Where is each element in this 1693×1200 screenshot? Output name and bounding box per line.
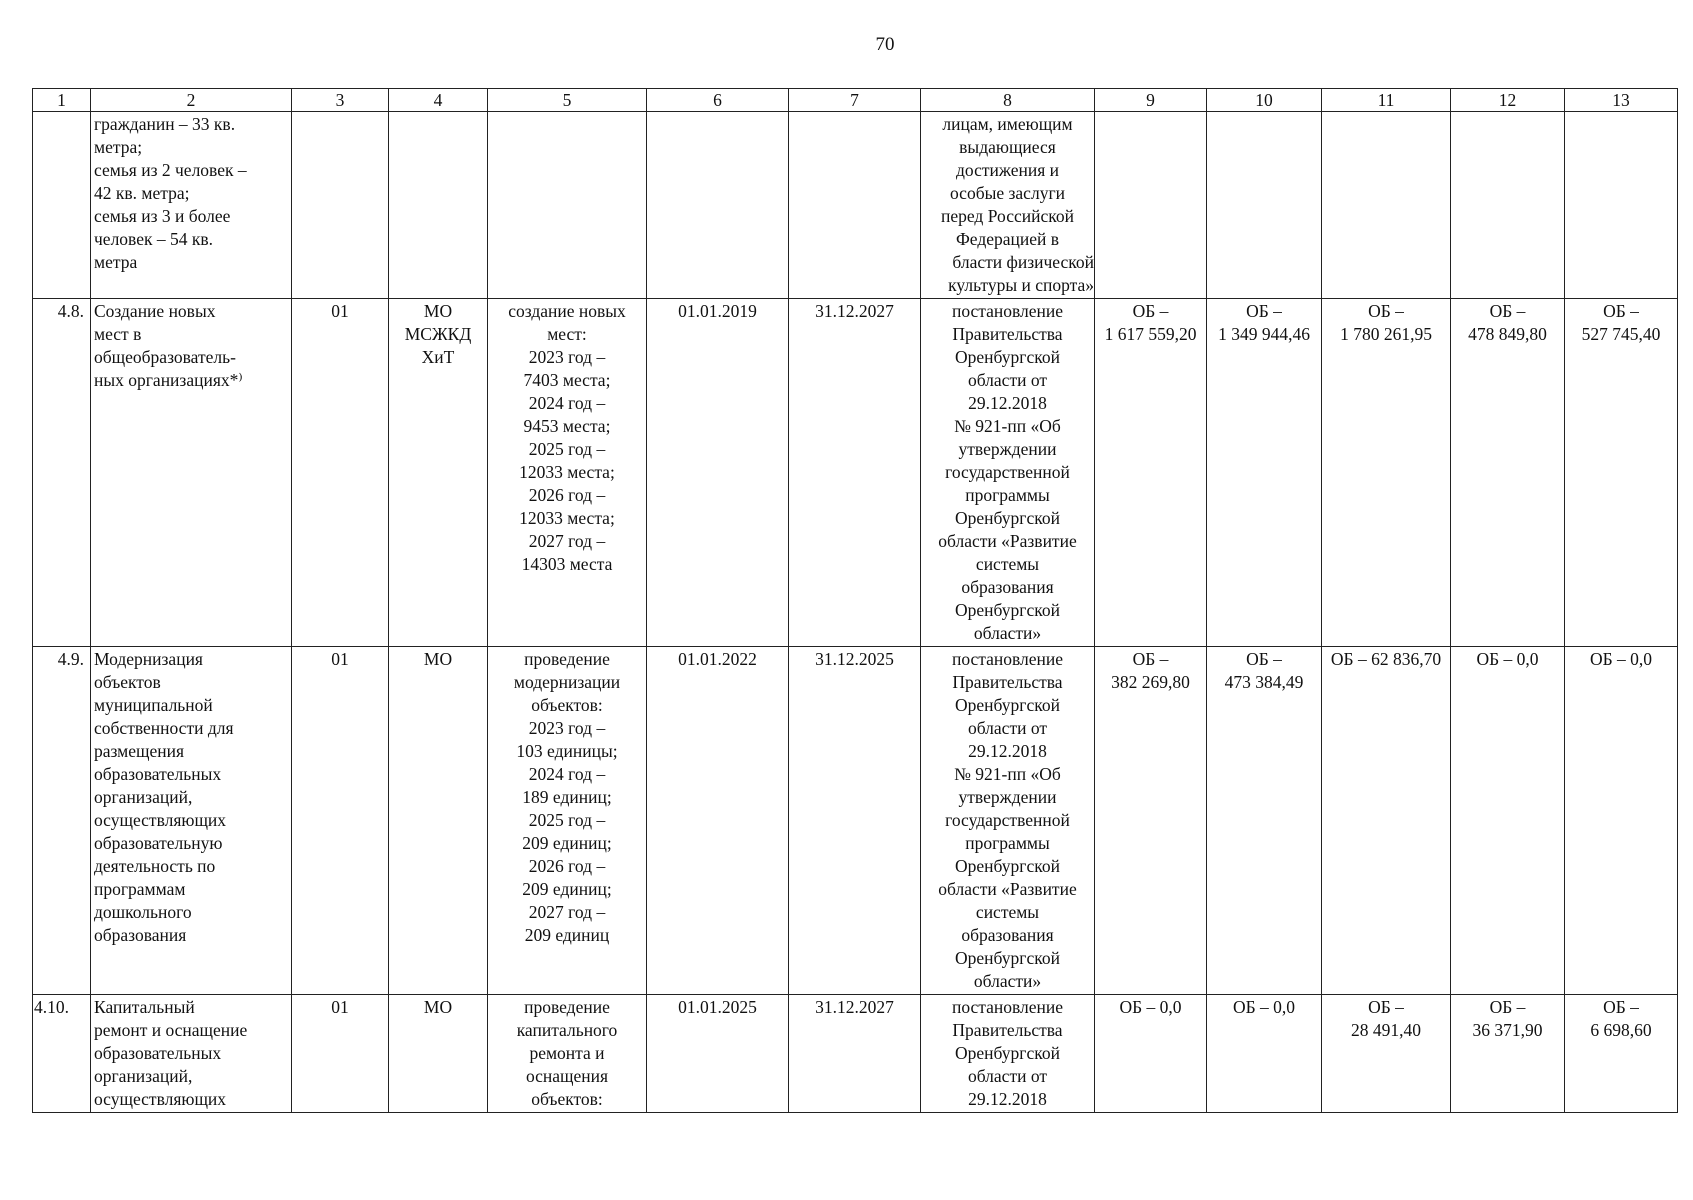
column-header: 3	[292, 89, 389, 112]
funding-col-9: ОБ – 382 269,80	[1095, 647, 1207, 995]
column-header: 12	[1451, 89, 1565, 112]
column-header: 6	[647, 89, 789, 112]
activity-name: гражданин – 33 кв. метра; семья из 2 человек – 42 кв. метра; семья из 3 и более человек – 54 кв. метра	[91, 112, 292, 299]
result-cell	[488, 112, 647, 299]
column-header: 11	[1322, 89, 1451, 112]
table-row	[33, 299, 1678, 647]
result-cell: проведение капитального ремонта и оснащения объектов:	[488, 995, 647, 1113]
funding-col-13	[1565, 112, 1678, 299]
column-header: 7	[789, 89, 921, 112]
basis-cell: постановление Правительства Оренбургской области от 29.12.2018 № 921-пп «Об утверждении государственной программы Оренбургской области «Развитие системы образования Оренбургской области»	[921, 647, 1095, 995]
executor-cell: МО	[389, 995, 488, 1113]
basis-cell: постановление Правительства Оренбургской области от 29.12.2018	[921, 995, 1095, 1113]
column-header: 9	[1095, 89, 1207, 112]
funding-col-10	[1207, 112, 1322, 299]
funding-col-12: ОБ – 36 371,90	[1451, 995, 1565, 1113]
funding-col-9: ОБ – 0,0	[1095, 995, 1207, 1113]
page-number: 70	[875, 34, 895, 55]
end-date	[789, 112, 921, 299]
funding-col-10: ОБ – 1 349 944,46	[1207, 299, 1322, 647]
funding-col-10: ОБ – 0,0	[1207, 995, 1322, 1113]
activity-name: Создание новых мест в общеобразователь- ных организациях*⁾	[91, 299, 292, 647]
funding-col-13: ОБ – 0,0	[1565, 647, 1678, 995]
table-row	[33, 995, 1678, 1113]
row-number: 4.9.	[33, 647, 91, 995]
column-number-row	[33, 89, 1678, 112]
table-row	[33, 112, 1678, 299]
end-date: 31.12.2025	[789, 647, 921, 995]
result-cell: проведение модернизации объектов: 2023 год – 103 единицы; 2024 год – 189 единиц; 2025 год – 209 единиц; 2026 год – 209 единиц; 2027 год – 209 единиц	[488, 647, 647, 995]
activity-name: Модернизация объектов муниципальной собственности для размещения образовательных организаций, осуществляющих образовательную деятельность по программам дошкольного образования	[91, 647, 292, 995]
funding-col-10: ОБ – 473 384,49	[1207, 647, 1322, 995]
code-cell: 01	[292, 299, 389, 647]
program-activities-table	[32, 88, 1678, 1113]
funding-col-9	[1095, 112, 1207, 299]
funding-col-12	[1451, 112, 1565, 299]
activity-name: Капитальный ремонт и оснащение образовательных организаций, осуществляющих	[91, 995, 292, 1113]
row-number	[33, 112, 91, 299]
code-cell: 01	[292, 647, 389, 995]
funding-col-12: ОБ – 478 849,80	[1451, 299, 1565, 647]
funding-col-11	[1322, 112, 1451, 299]
funding-col-13: ОБ – 527 745,40	[1565, 299, 1678, 647]
funding-col-12: ОБ – 0,0	[1451, 647, 1565, 995]
column-header: 1	[33, 89, 91, 112]
basis-cell: постановление Правительства Оренбургской области от 29.12.2018 № 921-пп «Об утверждении государственной программы Оренбургской области «Развитие системы образования Оренбургской области»	[921, 299, 1095, 647]
start-date: 01.01.2019	[647, 299, 789, 647]
start-date: 01.01.2022	[647, 647, 789, 995]
column-header: 2	[91, 89, 292, 112]
funding-col-11: ОБ – 1 780 261,95	[1322, 299, 1451, 647]
start-date: 01.01.2025	[647, 995, 789, 1113]
start-date	[647, 112, 789, 299]
row-number: 4.10.	[33, 995, 91, 1113]
funding-col-9: ОБ – 1 617 559,20	[1095, 299, 1207, 647]
column-header: 5	[488, 89, 647, 112]
row-number: 4.8.	[33, 299, 91, 647]
executor-cell: МО МСЖКД ХиТ	[389, 299, 488, 647]
executor-cell: МО	[389, 647, 488, 995]
executor-cell	[389, 112, 488, 299]
column-header: 10	[1207, 89, 1322, 112]
table-row	[33, 647, 1678, 995]
column-header: 13	[1565, 89, 1678, 112]
column-header: 4	[389, 89, 488, 112]
funding-col-13: ОБ – 6 698,60	[1565, 995, 1678, 1113]
end-date: 31.12.2027	[789, 995, 921, 1113]
end-date: 31.12.2027	[789, 299, 921, 647]
basis-cell: лицам, имеющим выдающиеся достижения и особые заслуги перед Российской Федерацией в бласти физической культуры и спорта»	[921, 112, 1095, 299]
column-header: 8	[921, 89, 1095, 112]
code-cell: 01	[292, 995, 389, 1113]
result-cell: создание новых мест: 2023 год – 7403 места; 2024 год – 9453 места; 2025 год – 12033 места; 2026 год – 12033 места; 2027 год – 14303 места	[488, 299, 647, 647]
code-cell	[292, 112, 389, 299]
funding-col-11: ОБ – 62 836,70	[1322, 647, 1451, 995]
funding-col-11: ОБ – 28 491,40	[1322, 995, 1451, 1113]
